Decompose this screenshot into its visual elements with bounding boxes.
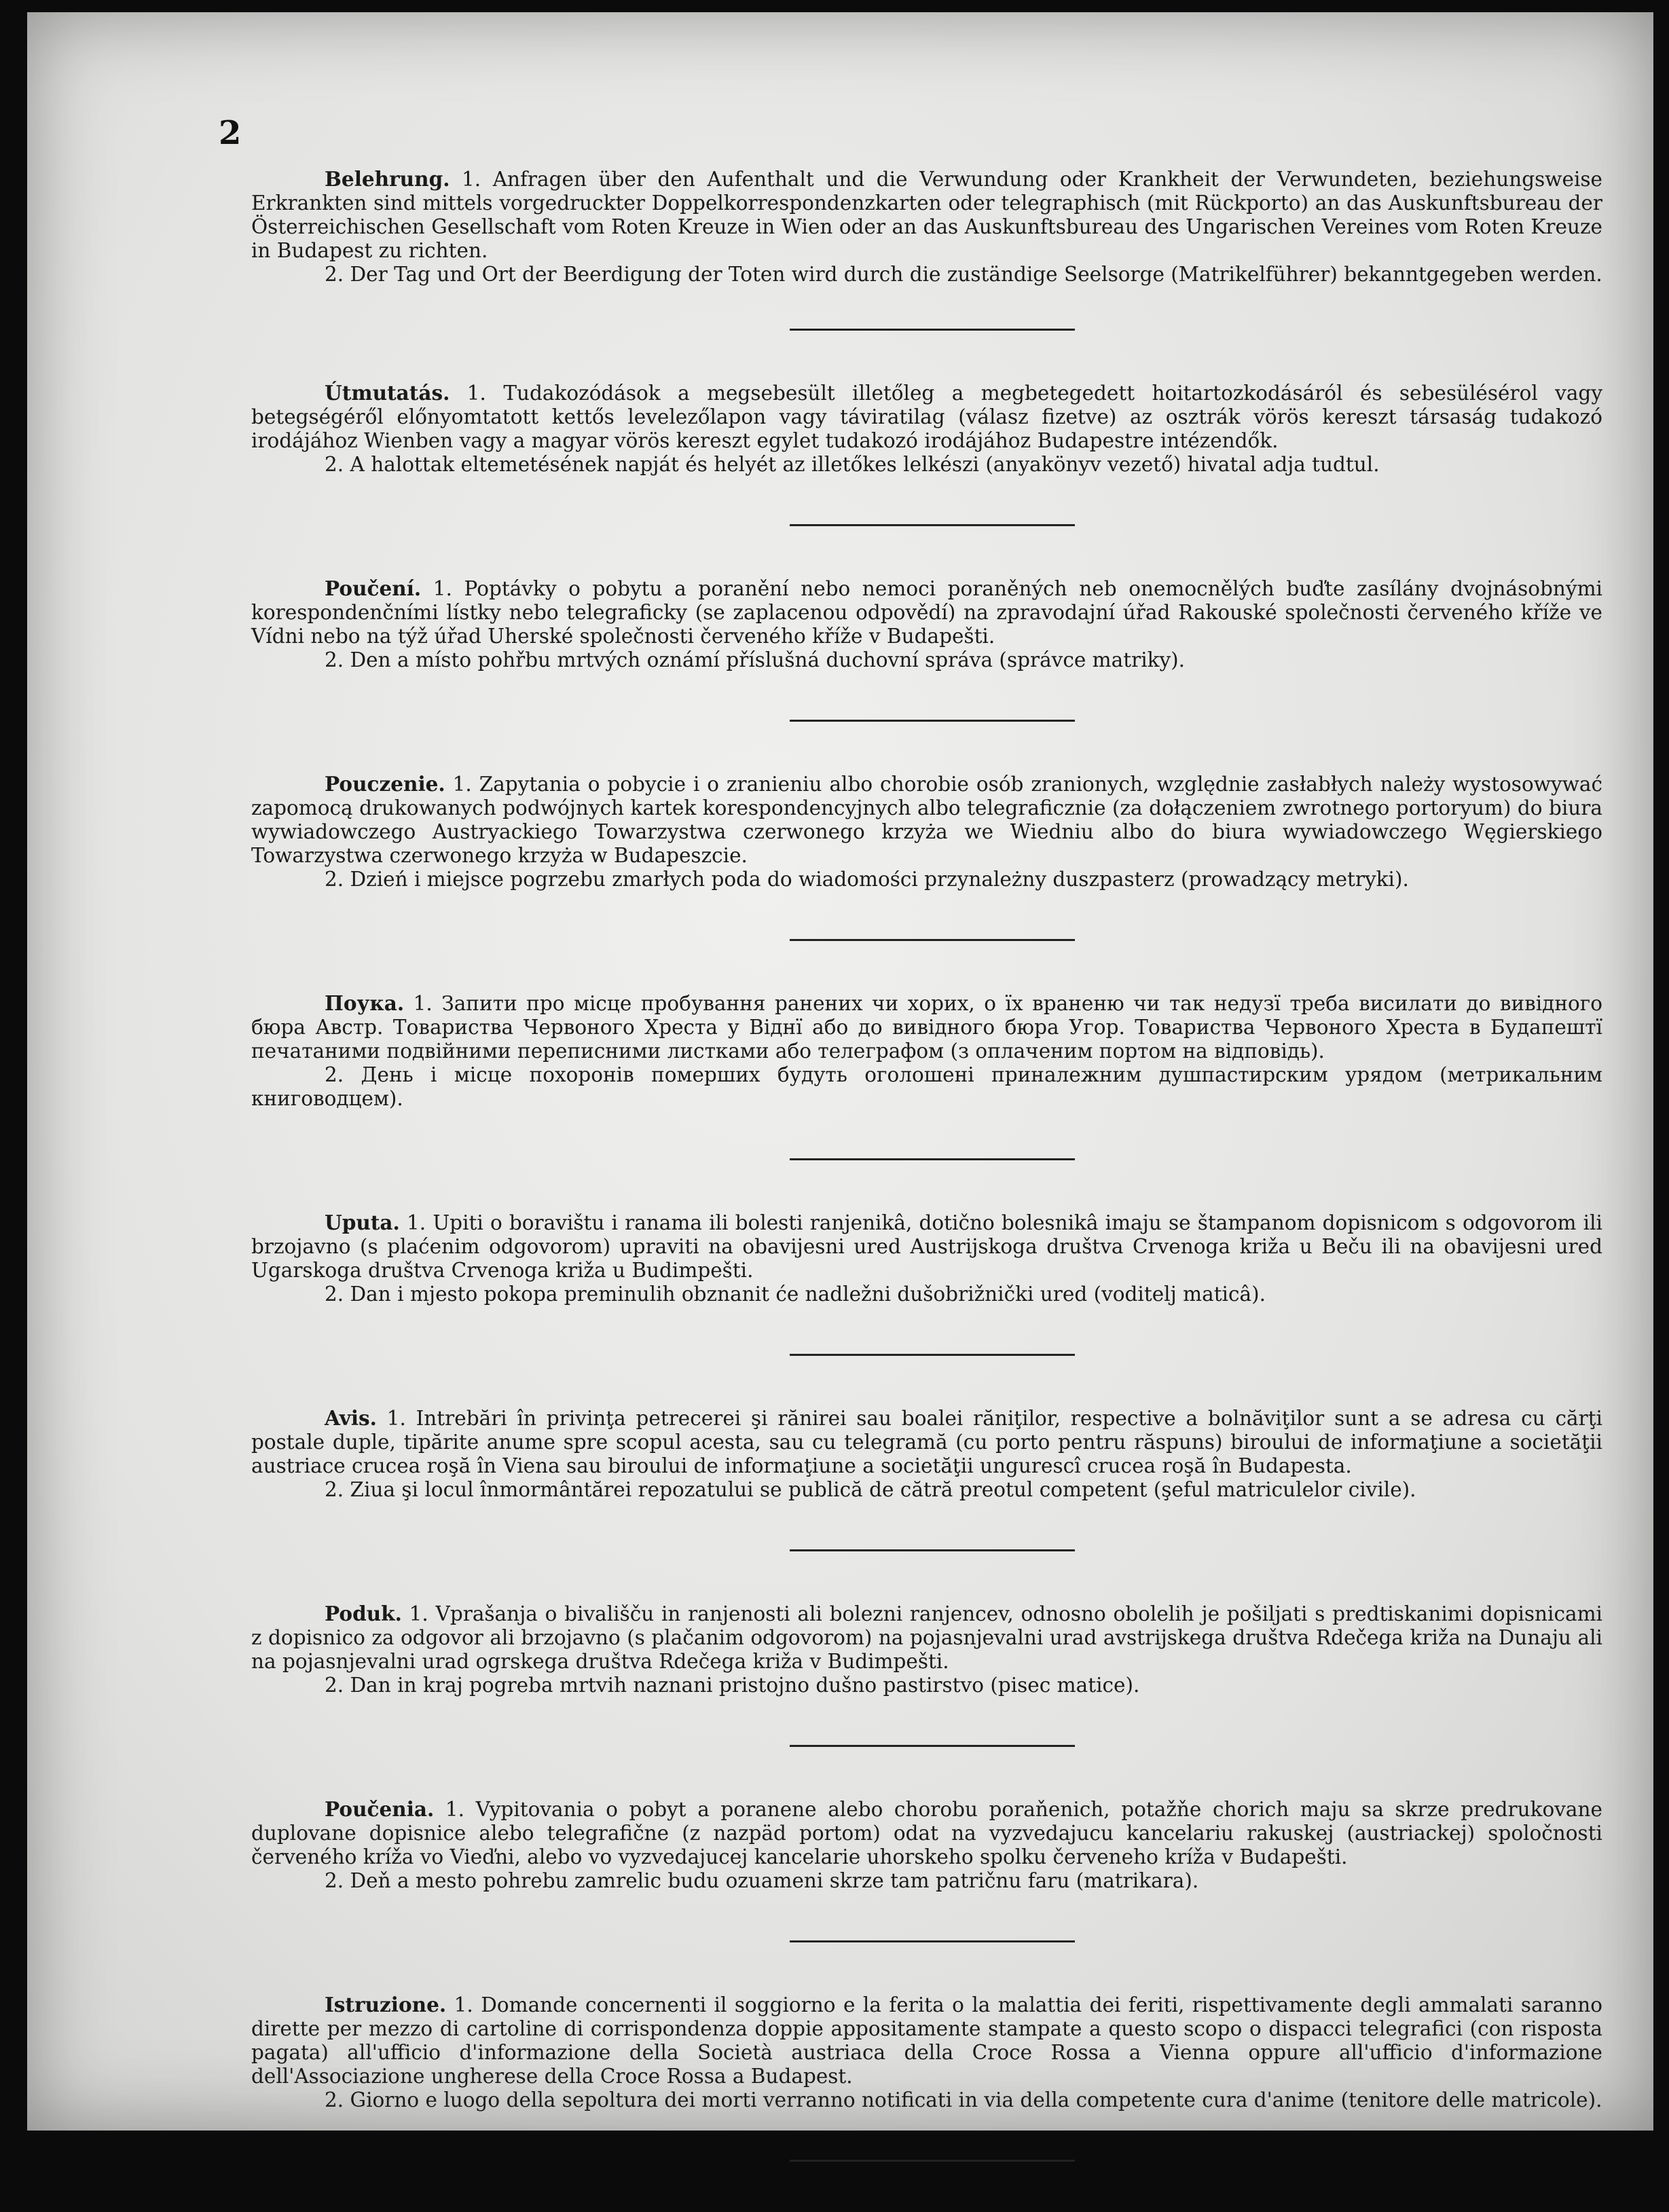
section-heading: Istruzione.	[325, 1993, 447, 2016]
section-paragraph-1	[251, 1797, 1602, 1869]
section-paragraph-2: 2. Ziua şi locul înmormântărei repozatului se publică de cătră preotul competent (şeful matriculelor civile).	[325, 1478, 1416, 1501]
section-romanian	[251, 1406, 1602, 1551]
section-paragraph-1	[251, 1211, 1602, 1283]
section-heading: Belehrung.	[325, 167, 450, 191]
section-divider	[790, 720, 1075, 722]
section-divider	[790, 1158, 1075, 1160]
section-czech	[251, 576, 1602, 722]
section-divider	[790, 1940, 1075, 1942]
section-paragraph-2: 2. Der Tag und Ort der Beerdigung der Toten wird durch die zuständige Seelsorge (Matrikelführer) bekanntgegeben werden.	[325, 263, 1602, 286]
section-paragraph-2: 2. Den a místo pohřbu mrtvých oznámí příslušná duchovní správa (správce matriky).	[325, 648, 1186, 671]
section-heading: Uputa.	[325, 1211, 400, 1234]
section-paragraph-2: 2. Dan i mjesto pokopa preminulih obznanit će nadležni dušobrižnički ured (voditelj maticâ).	[325, 1283, 1266, 1306]
section-divider	[790, 329, 1075, 331]
section-heading: Poučenia.	[325, 1797, 435, 1821]
section-paragraph-2: 2. Giorno e luogo della sepoltura dei morti verranno notificati in via della competente cura d'anime (tenitore delle matricole).	[325, 2088, 1602, 2112]
section-german	[251, 167, 1602, 331]
section-text-1: 1. Poptávky o pobytu a poranění nebo nemoci poraněných neb onemocnělých buďte zasílány dvojnásobnými korespondenčními lístky nebo telegraficky (se zaplacenou odpovědí) na zpravodajní úřad Rakouské společnosti červeného kříže ve Vídni nebo na týž úřad Uherské společnosti červeného kříže v Budapešti.	[251, 577, 1602, 648]
section-divider	[790, 939, 1075, 941]
section-divider	[790, 1745, 1075, 1747]
section-paragraph-2: 2. A halottak eltemetésének napját és helyét az illetőkes lelkészi (anyakönyv vezető) hivatal adja tudtul.	[325, 453, 1380, 476]
section-paragraph-1	[251, 381, 1602, 453]
document-page	[27, 12, 1653, 2131]
section-text-1: 1. Tudakozódások a megsebesült illetőleg a megbetegedett hoitartozkodásáról és sebesülésérol vagy betegségéről előnyomtatott kettős levelezőlapon vagy táviratilag (válasz fizetve) az osztrák vörös kereszt társaság tudakozó irodájához Wienben vagy a magyar vörös kereszt egylet tudakozó irodájához Budapestre intézendők.	[251, 382, 1602, 452]
section-paragraph-1	[251, 991, 1602, 1063]
section-text-1: 1. Vypitovania o pobyt a poranene alebo chorobu poraňenich, potažňe chorich maju sa skrze predrukovane duplovane dopisnice alebo telegrafične (z nazpäd portom) odat na vyzvedajucu kancelariu rakuskej (austriackej) spoločnosti červeného kríža vo Vieďni, alebo vo vyzvedajucej kancelarie uhorskeho spolku červeneho kríža v Budapešti.	[251, 1798, 1602, 1868]
section-text-1: 1. Zapytania o pobycie i o zranieniu albo chorobie osób zranionych, względnie zasłabłych należy wystosowywać zapomocą drukowanych podwójnych kartek korespondencyjnych albo telegraficznie (za dołączeniem zwrotnego portoryum) do biura wywiadowczego Austryackiego Towarzystwa czerwonego krzyża we Wiedniu albo do biura wywiadowczego Węgierskiego Towarzystwa czerwonego krzyża w Budapeszcie.	[251, 773, 1602, 867]
section-slovak	[251, 1797, 1602, 1942]
section-slovenian	[251, 1602, 1602, 1747]
section-divider	[790, 1354, 1075, 1356]
section-italian	[251, 1993, 1602, 2162]
section-paragraph-1	[251, 1993, 1602, 2088]
section-text-1: 1. Domande concernenti il soggiorno e la ferita o la malattia dei feriti, rispettivamente degli ammalati saranno dirette per mezzo di cartoline di corrispondenza doppie appositamente stampate a questo scopo o dispacci telegrafici (con risposta pagata) all'ufficio d'informazione della Società austriaca della Croce Rossa a Vienna oppure all'ufficio d'informazione dell'Associazione ungherese della Croce Rossa a Budapest.	[251, 1993, 1602, 2088]
section-polish	[251, 772, 1602, 941]
section-croatian	[251, 1211, 1602, 1356]
section-heading: Avis.	[325, 1406, 377, 1430]
section-divider	[790, 524, 1075, 526]
section-paragraph-1	[251, 1406, 1602, 1478]
section-divider	[790, 2160, 1075, 2162]
section-paragraph-2: 2. Dzień i miejsce pogrzebu zmarłych poda do wiadomości przynależny duszpasterz (prowadzący metryki).	[325, 868, 1409, 891]
section-heading: Poučení.	[325, 576, 422, 600]
section-hungarian	[251, 381, 1602, 526]
section-paragraph-1	[251, 772, 1602, 868]
section-paragraph-1	[251, 1602, 1602, 1674]
section-divider	[790, 1549, 1075, 1551]
page-number: 2	[219, 114, 242, 152]
section-heading: Поука.	[325, 991, 405, 1015]
section-text-1: 1. Intrebări în privinţa petrecerei şi rănirei sau boalei răniţilor, respective a bolnăviţilor sunt a se adresa cu cărţi postale duple, tipărite anume spre scopul acesta, sau cu telegramă (cu porto pentru răspuns) biroului de informaţiune a societăţii austriace crucea roşă în Viena sau biroului de informaţiune a societăţii ungurescî crucea roşă în Budapesta.	[251, 1407, 1602, 1477]
section-text-1: 1. Запити про місце пробування ранених чи хорих, о їх враненю чи так недузї треба висилати до вивідного бюра Австр. Товариства Червоного Хреста у Віднї або до вивідного бюра Угор. Товариства Червоного Хреста в Будапештї печатаними подвійними переписними листками або телеграфом (з оплаченим портом на відповідь).	[251, 992, 1602, 1063]
section-heading: Pouczenie.	[325, 772, 445, 796]
section-text-1: 1. Vprašanja o bivališču in ranjenosti ali bolezni ranjencev, odnosno obolelih je pošiljati s predtiskanimi dopisnicami z dopisnico za odgovor ali brzojavno (s plačanim odgovorom) na pojasnjevalni urad avstrijskega društva Rdečega križa na Dunaju ali na pojasnjevalni urad ogrskega društva Rdečega križa v Budimpešti.	[251, 1602, 1602, 1673]
section-paragraph-2: 2. Dan in kraj pogreba mrtvih naznani pristojno dušno pastirstvo (pisec matice).	[325, 1674, 1140, 1697]
instructions-content	[251, 167, 1602, 2212]
section-text-1: 1. Anfragen über den Aufenthalt und die Verwundung oder Krankheit der Verwundeten, beziehungsweise Erkrankten sind mittels vorgedruckter Doppelkorrespondenzkarten oder telegraphisch (mit Rückporto) an das Auskunftsbureau der Österreichischen Gesellschaft vom Roten Kreuze in Wien oder an das Auskunftsbureau des Ungarischen Vereines vom Roten Kreuze in Budapest zu richten.	[251, 168, 1602, 262]
section-paragraph-1	[251, 576, 1602, 648]
section-heading: Útmutatás.	[325, 381, 450, 405]
section-heading: Poduk.	[325, 1602, 402, 1625]
section-text-1: 1. Upiti o boravištu i ranama ili bolesti ranjenikâ, dotično bolesnikâ imaju se štampanom dopisnicom s odgovorom ili brzojavno (s plaćenim odgovorom) upraviti na obavijesni ured Austrijskoga društva Crvenoga križa u Beču ili na obavijesni ured Ugarskoga društva Crvenoga križa u Budimpešti.	[251, 1211, 1602, 1282]
section-paragraph-1	[251, 167, 1602, 263]
section-ruthenian	[251, 991, 1602, 1160]
section-paragraph-2: 2. Deň a mesto pohrebu zamrelic budu ozuameni skrze tam patričnu faru (matrikara).	[325, 1869, 1199, 1892]
section-paragraph-2: 2. День і місце похоронів померших будуть оголошені приналежним душпастирским урядом (метрикальним книговодцем).	[251, 1063, 1602, 1110]
